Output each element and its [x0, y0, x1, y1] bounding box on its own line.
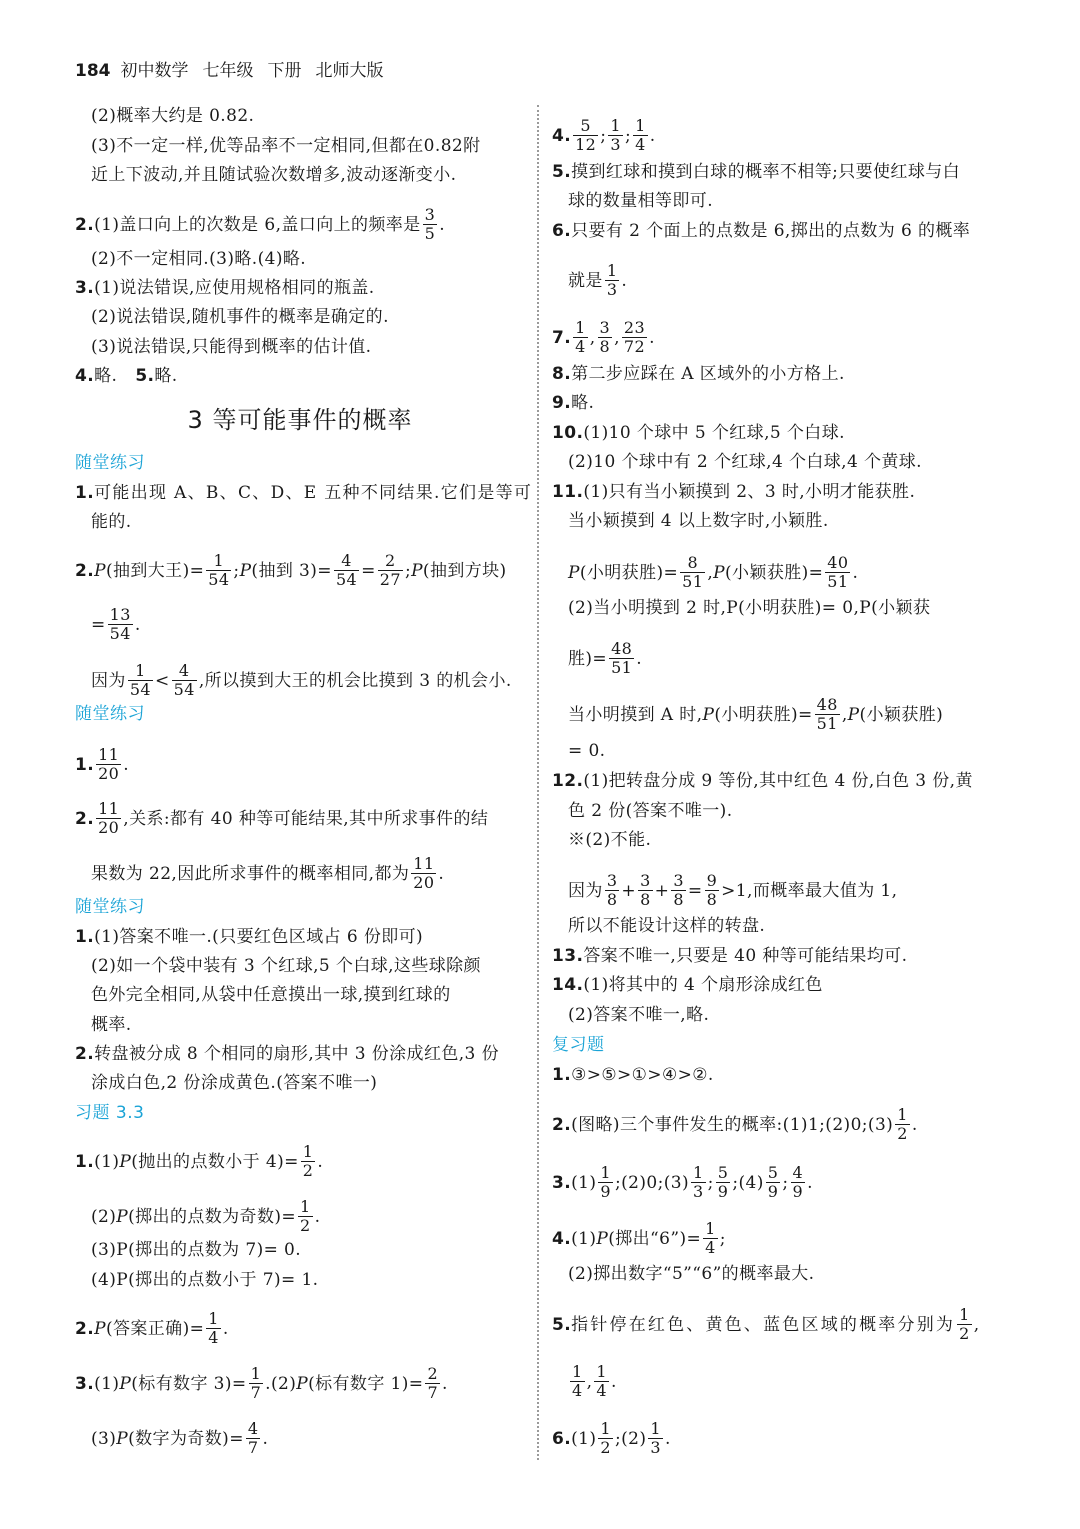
header-volume: 下册: [267, 61, 302, 81]
fraction: $\frac{5}{12}$: [575, 116, 597, 154]
answer-r4: 4. $\frac{5}{12}$ ; $\frac{1}{3}$ ; $\frac{1}{4}$ .: [552, 116, 656, 154]
text-line: (2)不一定相同.(3)略.(4)略.: [91, 249, 307, 269]
text-line: 所以不能设计这样的转盘.: [568, 916, 766, 936]
fraction: $\frac{1}{3}$: [610, 116, 621, 154]
text-line: (2) P (掷出的点数为奇数)= $\frac{1}{2}$ .: [91, 1197, 321, 1235]
text-line: 能的.: [91, 512, 132, 532]
section-title: 复习题: [552, 1035, 605, 1055]
fraction: $\frac{11}{20}$: [98, 799, 120, 837]
header-subject: 初中数学: [120, 61, 189, 81]
section-title: 习题 3.3: [75, 1103, 145, 1123]
header-grade: 七年级: [202, 61, 254, 81]
answer-rev-6: 6. (1) $\frac{1}{2}$ ;(2) $\frac{1}{3}$ .: [552, 1419, 671, 1457]
fraction: $\frac{1}{2}$: [302, 1142, 314, 1180]
answer-s1-2: 2. P (抽到大王)= $\frac{1}{54}$ ; P (抽到 3)= $\frac{4}{54}$ = $\frac{2}{27}$ ; P (抽到方块): [75, 551, 507, 589]
column-divider: [537, 105, 539, 1460]
answer-rev-2: 2. (图略)三个事件发生的概率:(1)1;(2)0;(3) $\frac{1}{2}$ .: [552, 1105, 918, 1143]
fraction: $\frac{1}{4}$: [596, 1362, 607, 1400]
fraction: $\frac{4}{54}$: [173, 661, 195, 699]
fraction: $\frac{1}{4}$: [208, 1309, 219, 1347]
fraction: $\frac{9}{8}$: [706, 871, 718, 909]
fraction: $\frac{5}{9}$: [717, 1163, 729, 1201]
fraction: $\frac{1}{9}$: [600, 1163, 611, 1201]
answer-rev-4: 4. (1) P (掷出“6”)= $\frac{1}{4}$ ;: [552, 1219, 726, 1257]
fraction: $\frac{1}{2}$: [897, 1105, 908, 1143]
page-number: 184: [75, 61, 111, 81]
text-line: 当小明摸到 A 时, P (小明获胜)= $\frac{48}{51}$ , P (小颖获胜): [568, 695, 944, 733]
answer-r11: 11. (1)只有当小颖摸到 2、3 时,小明才能获胜.: [552, 482, 916, 502]
fraction: $\frac{1}{7}$: [250, 1364, 262, 1402]
answer-s3-1: 1. (1)答案不唯一.(只要红色区域占 6 份即可): [75, 927, 424, 947]
fraction: $\frac{1}{3}$: [606, 261, 618, 299]
text-line: 果数为 22,因此所求事件的概率相同,都为 $\frac{11}{20}$ .: [91, 854, 445, 892]
answer-2a: 2. (1)盖口向上的次数是 6,盖口向上的频率是 $\frac{3}{5}$ .: [75, 205, 446, 243]
text-line: (3)不一定一样,优等品率不一定相同,但都在0.82附: [91, 136, 481, 156]
text-line: 色外完全相同,从袋中任意摸出一球,摸到红球的: [91, 985, 451, 1005]
fraction: $\frac{4}{9}$: [792, 1163, 804, 1201]
section-title: 随堂练习: [75, 704, 145, 724]
answer-4-5: 4. 略. 5. 略.: [75, 366, 178, 386]
text-line: 当小颖摸到 4 以上数字时,小颖胜.: [568, 511, 829, 531]
page-header: [75, 56, 384, 86]
text-line: (3)说法错误,只能得到概率的估计值.: [91, 337, 372, 357]
fraction: $\frac{3}{8}$: [640, 871, 651, 909]
answer-ex-2: 2. P (答案正确)= $\frac{1}{4}$ .: [75, 1309, 229, 1347]
answer-r8: 8. 第二步应踩在 A 区域外的小方格上.: [552, 364, 845, 384]
answer-r6: 6. 只要有 2 个面上的点数是 6,掷出的点数为 6 的概率: [552, 221, 971, 241]
fraction: $\frac{2}{7}$: [427, 1364, 439, 1402]
text-line: (3) P (数字为奇数)= $\frac{4}{7}$ .: [91, 1419, 269, 1457]
text-line: (2)答案不唯一,略.: [568, 1005, 710, 1025]
text-line: (3)P(掷出的点数为 7)= 0.: [91, 1240, 302, 1260]
fraction: $\frac{5}{9}$: [767, 1163, 779, 1201]
fraction: $\frac{2}{27}$: [379, 551, 401, 589]
text-line: 概率.: [91, 1015, 132, 1035]
fraction: $\frac{40}{51}$: [827, 553, 849, 591]
answer-r7: 7. $\frac{1}{4}$ , $\frac{3}{8}$ , $\frac{23}{72}$ .: [552, 318, 655, 356]
fraction: $\frac{1}{3}$: [650, 1419, 661, 1457]
answer-3a: 3. (1)说法错误,应使用规格相同的瓶盖.: [75, 278, 375, 298]
fraction: $\frac{48}{51}$: [816, 695, 838, 733]
text-line: (2)当小明摸到 2 时,P(小明获胜)= 0,P(小颖获: [568, 598, 931, 618]
text-line: P (小明获胜)= $\frac{8}{51}$ , P (小颖获胜)= $\frac{40}{51}$ .: [568, 553, 859, 591]
fraction: $\frac{1}{4}$: [635, 116, 646, 154]
text-line: 球的数量相等即可.: [568, 191, 714, 211]
text-line: 因为 $\frac{3}{8}$ + $\frac{3}{8}$ + $\frac{3}{8}$ = $\frac{9}{8}$ >1,而概率最大值为 1,: [568, 871, 898, 909]
section-title: 随堂练习: [75, 453, 145, 473]
fraction: $\frac{1}{2}$: [300, 1197, 311, 1235]
text-line: 涂成白色,2 份涂成黄色.(答案不唯一): [91, 1073, 378, 1093]
text-line: (2)10 个球中有 2 个红球,4 个白球,4 个黄球.: [568, 452, 922, 472]
answer-rev-3: 3. (1) $\frac{1}{9}$ ;(2)0;(3) $\frac{1}{3}$ ; $\frac{5}{9}$ ;(4) $\frac{5}{9}$ ; $\frac{4}{9}$ .: [552, 1163, 813, 1201]
answer-s2-2: 2. $\frac{11}{20}$ ,关系:都有 40 种等可能结果,其中所求事件的结: [75, 799, 489, 837]
header-edition: 北师大版: [315, 61, 384, 81]
text-line: (2)概率大约是 0.82.: [91, 106, 255, 126]
chapter-title: 3 等可能事件的概率: [187, 406, 413, 434]
answer-s1-1: 1. 可能出现 A、B、C、D、E 五种不同结果.它们是等可: [75, 483, 533, 503]
fraction: $\frac{8}{51}$: [682, 553, 704, 591]
fraction: $\frac{3}{5}$: [424, 205, 436, 243]
fraction: $\frac{1}{4}$: [705, 1219, 716, 1257]
text-line: ※(2)不能.: [568, 830, 652, 850]
fraction: $\frac{1}{54}$: [129, 661, 151, 699]
answer-r10: 10. (1)10 个球中 5 个红球,5 个白球.: [552, 423, 845, 443]
fraction: $\frac{1}{54}$: [208, 551, 230, 589]
fraction: $\frac{1}{3}$: [693, 1163, 704, 1201]
fraction: $\frac{3}{8}$: [673, 871, 684, 909]
fraction: $\frac{23}{72}$: [623, 318, 646, 356]
answer-r5: 5. 摸到红球和摸到白球的概率不相等;只要使红球与白: [552, 162, 961, 182]
text-line: (4)P(掷出的点数小于 7)= 1.: [91, 1270, 319, 1290]
fraction: $\frac{13}{54}$: [109, 605, 131, 643]
answer-rev-5: 5. 指针停在红色、黄色、蓝色区域的概率分别为 $\frac{1}{2}$ ,: [552, 1305, 980, 1343]
fraction: $\frac{4}{7}$: [247, 1419, 259, 1457]
answer-r9: 9. 略.: [552, 393, 595, 413]
fraction: $\frac{1}{2}$: [959, 1305, 970, 1343]
fraction: $\frac{3}{8}$: [606, 871, 618, 909]
answer-r13: 13. 答案不唯一,只要是 40 种等可能结果均可.: [552, 946, 908, 966]
section-title: 随堂练习: [75, 897, 145, 917]
answer-ex-1: 1. (1) P (抛出的点数小于 4)= $\frac{1}{2}$ .: [75, 1142, 324, 1180]
answer-rev-1: 1. ③>⑤>①>④>②.: [552, 1065, 714, 1085]
answer-s2-1: 1. $\frac{11}{20}$ .: [75, 745, 130, 783]
fraction: $\frac{11}{20}$: [413, 854, 435, 892]
text-line: (2)掷出数字“5”“6”的概率最大.: [568, 1264, 815, 1284]
text-line: 就是 $\frac{1}{3}$ .: [568, 261, 628, 299]
answer-ex-3: 3. (1) P (标有数字 3)= $\frac{1}{7}$ .(2) P (标有数字 1)= $\frac{2}{7}$ .: [75, 1364, 448, 1402]
fraction: $\frac{1}{4}$: [575, 318, 586, 356]
answer-r12: 12. (1)把转盘分成 9 等份,其中红色 4 份,白色 3 份,黄: [552, 771, 973, 791]
fraction: $\frac{4}{54}$: [335, 551, 358, 589]
fraction: $\frac{1}{2}$: [600, 1419, 611, 1457]
text-line: 因为 $\frac{1}{54}$ < $\frac{4}{54}$ ,所以摸到大王的机会比摸到 3 的机会小.: [91, 661, 512, 699]
text-line: = 0.: [568, 741, 606, 761]
text-line: 色 2 份(答案不唯一).: [568, 801, 733, 821]
text-line: $\frac{1}{4}$ , $\frac{1}{4}$ .: [572, 1362, 617, 1400]
fraction: $\frac{11}{20}$: [98, 745, 120, 783]
answer-s3-2: 2. 转盘被分成 8 个相同的扇形,其中 3 份涂成红色,3 份: [75, 1044, 499, 1064]
text-line: 近上下波动,并且随试验次数增多,波动逐渐变小.: [91, 165, 457, 185]
text-line: (2)说法错误,随机事件的概率是确定的.: [91, 307, 389, 327]
text-line: 胜)= $\frac{48}{51}$ .: [568, 639, 643, 677]
fraction: $\frac{3}{8}$: [599, 318, 611, 356]
text-line: (2)如一个袋中装有 3 个红球,5 个白球,这些球除颜: [91, 956, 481, 976]
text-line: = $\frac{13}{54}$ .: [91, 605, 141, 643]
fraction: $\frac{48}{51}$: [611, 639, 633, 677]
answer-r14: 14. (1)将其中的 4 个扇形涂成红色: [552, 975, 823, 995]
fraction: $\frac{1}{4}$: [572, 1362, 583, 1400]
